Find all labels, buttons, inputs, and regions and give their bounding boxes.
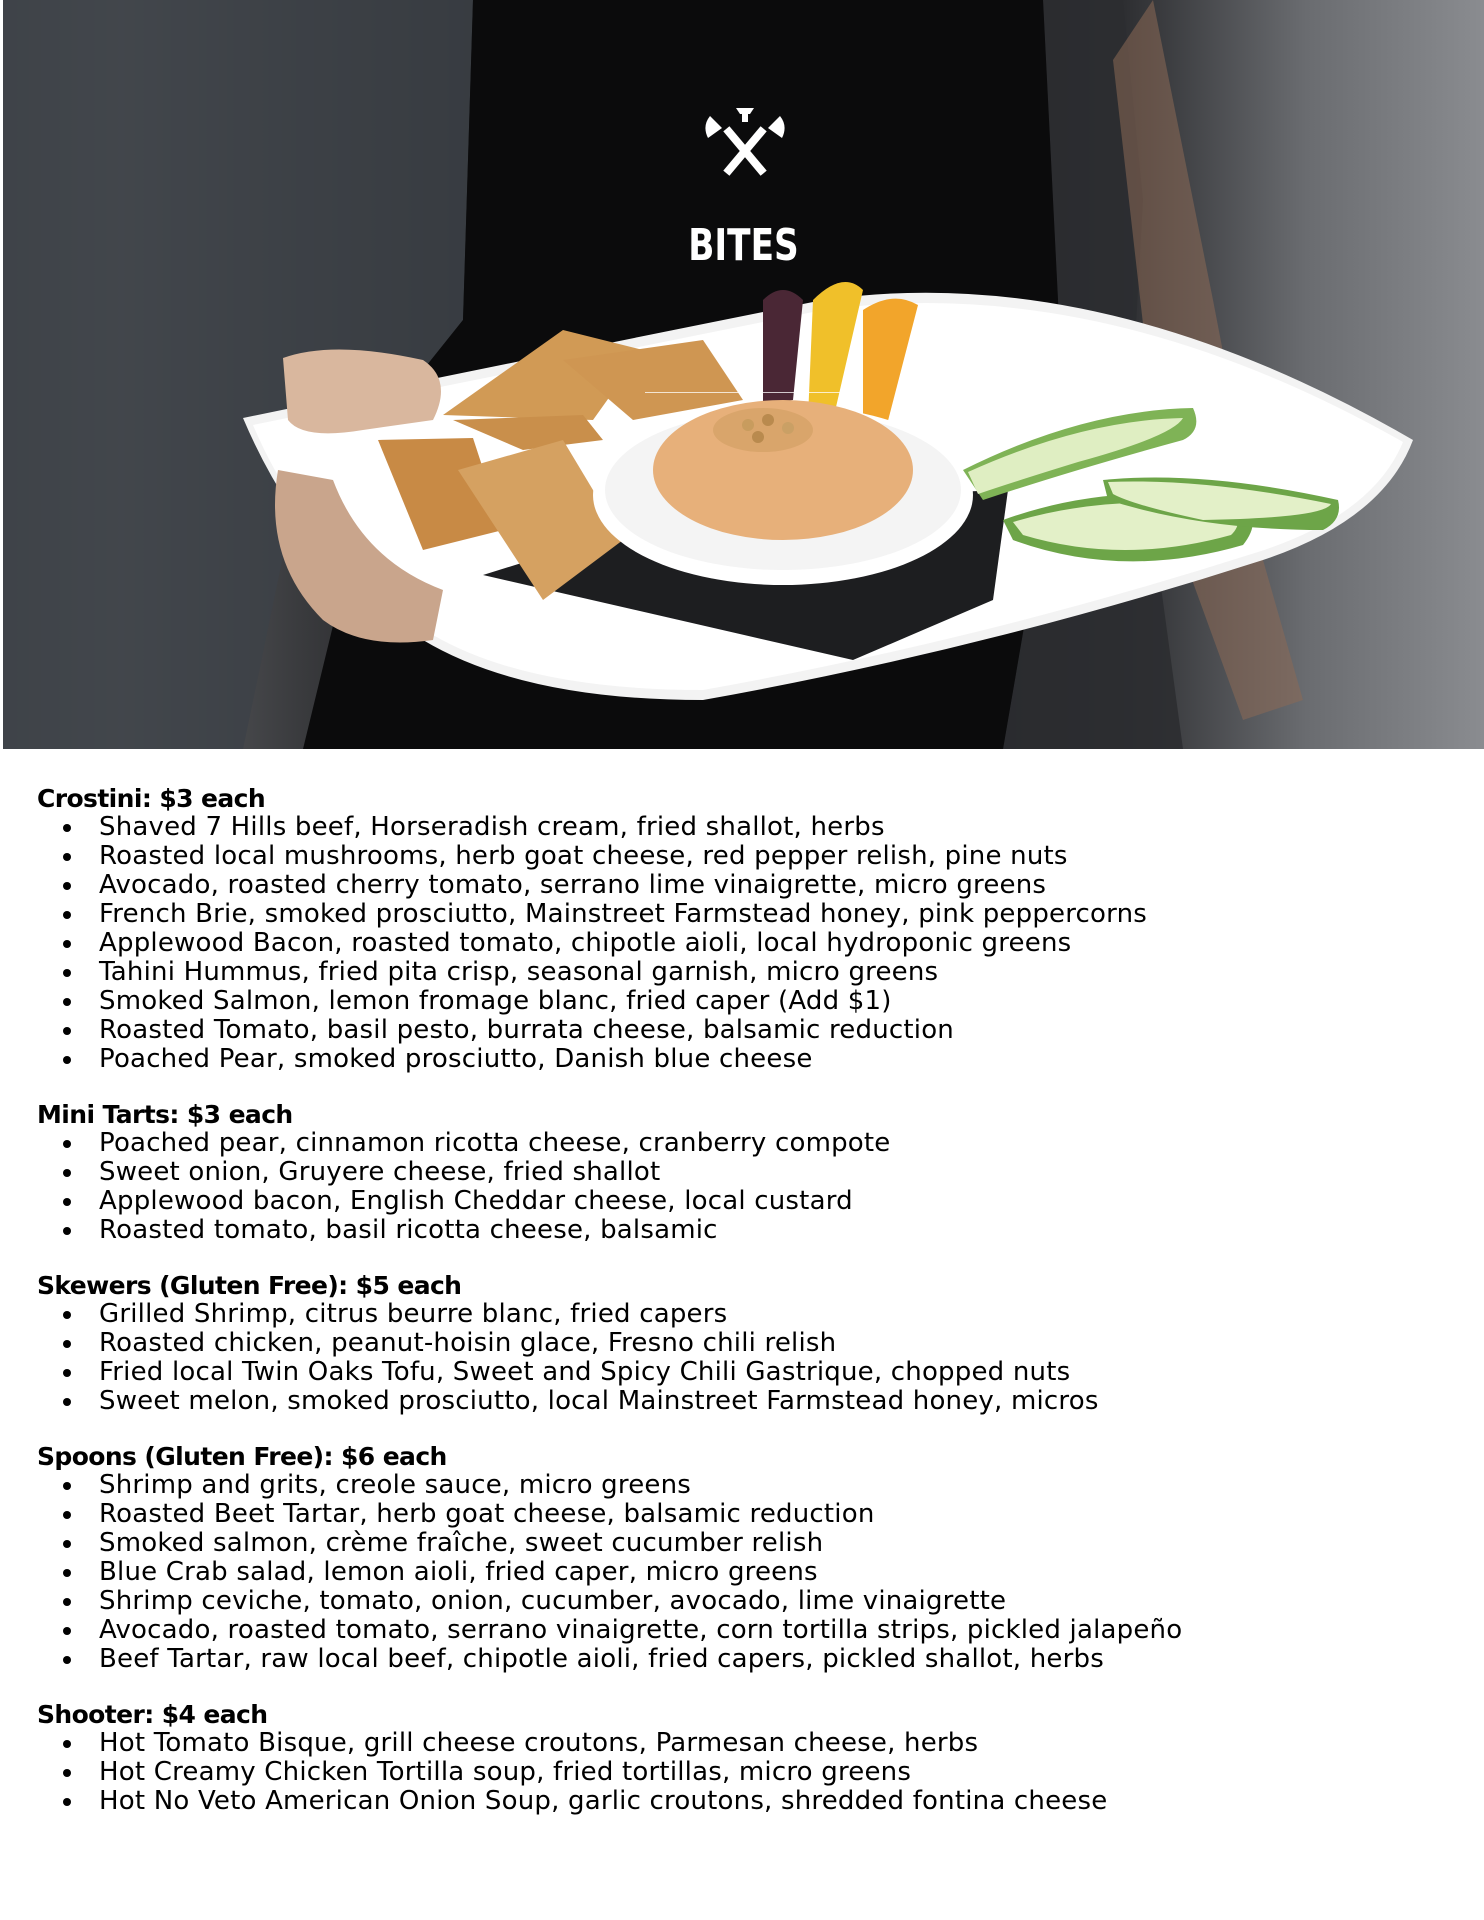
item-list [37, 1300, 1437, 1416]
bullet-icon [63, 1769, 71, 1777]
menu-item [37, 987, 1437, 1016]
item-list [37, 813, 1437, 1074]
menu-item [37, 1500, 1437, 1529]
bullet-icon [63, 1227, 71, 1235]
menu-item [37, 929, 1437, 958]
menu-item-text: Poached Pear, smoked prosciutto, Danish blue cheese [99, 1044, 813, 1074]
menu-item [37, 1216, 1437, 1245]
section-title: Crostini: $3 each [37, 784, 266, 813]
menu-item-text: Shrimp ceviche, tomato, onion, cucumber, avocado, lime vinaigrette [99, 1586, 1007, 1616]
menu-section [37, 784, 1437, 1074]
menu-item [37, 1045, 1437, 1074]
hero-image [3, 0, 1484, 749]
bullet-icon [63, 998, 71, 1006]
menu-item-text: Hot Creamy Chicken Tortilla soup, fried tortillas, micro greens [99, 1757, 912, 1787]
menu-item [37, 1787, 1437, 1816]
menu-item-text: Shaved 7 Hills beef, Horseradish cream, fried shallot, herbs [99, 812, 885, 842]
menu-section [37, 1100, 1437, 1245]
bullet-icon [63, 1627, 71, 1635]
menu-item-text: Tahini Hummus, fried pita crisp, seasonal garnish, micro greens [99, 957, 939, 987]
menu-item [37, 813, 1437, 842]
menu-item-text: Sweet melon, smoked prosciutto, local Mainstreet Farmstead honey, micros [99, 1386, 1099, 1416]
bullet-icon [63, 1056, 71, 1064]
bullet-icon [63, 853, 71, 861]
bullet-icon [63, 1740, 71, 1748]
section-title: Skewers (Gluten Free): $5 each [37, 1271, 462, 1300]
bullet-icon [63, 1169, 71, 1177]
bullet-icon [63, 824, 71, 832]
bullet-icon [63, 1198, 71, 1206]
bullet-icon [63, 882, 71, 890]
section-title: Spoons (Gluten Free): $6 each [37, 1442, 447, 1471]
menu-item-text: Shrimp and grits, creole sauce, micro greens [99, 1470, 692, 1500]
menu-item-text: Smoked Salmon, lemon fromage blanc, fried caper (Add $1) [99, 986, 892, 1016]
menu-item [37, 1016, 1437, 1045]
menu-item [37, 1587, 1437, 1616]
menu-section [37, 1700, 1437, 1816]
menu-item [37, 1758, 1437, 1787]
bullet-icon [63, 1369, 71, 1377]
bullet-icon [63, 1598, 71, 1606]
menu-item [37, 1616, 1437, 1645]
menu-item [37, 842, 1437, 871]
bullet-icon [63, 1140, 71, 1148]
menu-item-text: Avocado, roasted cherry tomato, serrano lime vinaigrette, micro greens [99, 870, 1047, 900]
bullet-icon [63, 1511, 71, 1519]
menu-item [37, 1329, 1437, 1358]
menu-item-text: Smoked salmon, crème fraîche, sweet cucumber relish [99, 1528, 824, 1558]
bullet-icon [63, 1798, 71, 1806]
title-divider [645, 392, 843, 393]
menu-list [37, 784, 1437, 1842]
bullet-icon [63, 1540, 71, 1548]
menu-item [37, 900, 1437, 929]
bullet-icon [63, 1482, 71, 1490]
item-list [37, 1729, 1437, 1816]
bullet-icon [63, 1340, 71, 1348]
menu-section [37, 1442, 1437, 1674]
menu-item-text: Hot Tomato Bisque, grill cheese croutons, Parmesan cheese, herbs [99, 1728, 979, 1758]
bullet-icon [63, 1569, 71, 1577]
menu-item-text: Roasted Tomato, basil pesto, burrata cheese, balsamic reduction [99, 1015, 954, 1045]
menu-item [37, 1729, 1437, 1758]
menu-item [37, 1300, 1437, 1329]
section-title: Mini Tarts: $3 each [37, 1100, 293, 1129]
menu-item-text: Applewood bacon, English Cheddar cheese, local custard [99, 1186, 853, 1216]
menu-item-text: French Brie, smoked prosciutto, Mainstreet Farmstead honey, pink peppercorns [99, 899, 1148, 929]
menu-item [37, 1358, 1437, 1387]
bullet-icon [63, 969, 71, 977]
menu-item [37, 1529, 1437, 1558]
menu-item-text: Poached pear, cinnamon ricotta cheese, cranberry compote [99, 1128, 891, 1158]
menu-item [37, 1558, 1437, 1587]
item-list [37, 1129, 1437, 1245]
bullet-icon [63, 1656, 71, 1664]
menu-item-text: Roasted local mushrooms, herb goat cheese, red pepper relish, pine nuts [99, 841, 1068, 871]
menu-section [37, 1271, 1437, 1416]
menu-item-text: Roasted tomato, basil ricotta cheese, balsamic [99, 1215, 718, 1245]
menu-item-text: Applewood Bacon, roasted tomato, chipotle aioli, local hydroponic greens [99, 928, 1072, 958]
menu-item [37, 1158, 1437, 1187]
bullet-icon [63, 940, 71, 948]
bullet-icon [63, 1311, 71, 1319]
menu-item-text: Avocado, roasted tomato, serrano vinaigrette, corn tortilla strips, pickled jalapeño [99, 1615, 1183, 1645]
page-title: BITES [688, 220, 799, 271]
menu-item [37, 1387, 1437, 1416]
bullet-icon [63, 911, 71, 919]
menu-item [37, 871, 1437, 900]
menu-item-text: Sweet onion, Gruyere cheese, fried shallot [99, 1157, 661, 1187]
menu-item-text: Blue Crab salad, lemon aioli, fried caper, micro greens [99, 1557, 818, 1587]
menu-item [37, 1129, 1437, 1158]
menu-item [37, 1645, 1437, 1674]
menu-item-text: Roasted Beet Tartar, herb goat cheese, balsamic reduction [99, 1499, 875, 1529]
menu-item-text: Grilled Shrimp, citrus beurre blanc, fried capers [99, 1299, 728, 1329]
menu-item-text: Hot No Veto American Onion Soup, garlic croutons, shredded fontina cheese [99, 1786, 1108, 1816]
crossed-axes-icon [700, 108, 790, 182]
item-list [37, 1471, 1437, 1674]
menu-item-text: Roasted chicken, peanut-hoisin glace, Fresno chili relish [99, 1328, 837, 1358]
menu-item [37, 958, 1437, 987]
bullet-icon [63, 1398, 71, 1406]
menu-item [37, 1187, 1437, 1216]
menu-item-text: Fried local Twin Oaks Tofu, Sweet and Spicy Chili Gastrique, chopped nuts [99, 1357, 1071, 1387]
bullet-icon [63, 1027, 71, 1035]
menu-item [37, 1471, 1437, 1500]
menu-item-text: Beef Tartar, raw local beef, chipotle aioli, fried capers, pickled shallot, herbs [99, 1644, 1104, 1674]
section-title: Shooter: $4 each [37, 1700, 268, 1729]
